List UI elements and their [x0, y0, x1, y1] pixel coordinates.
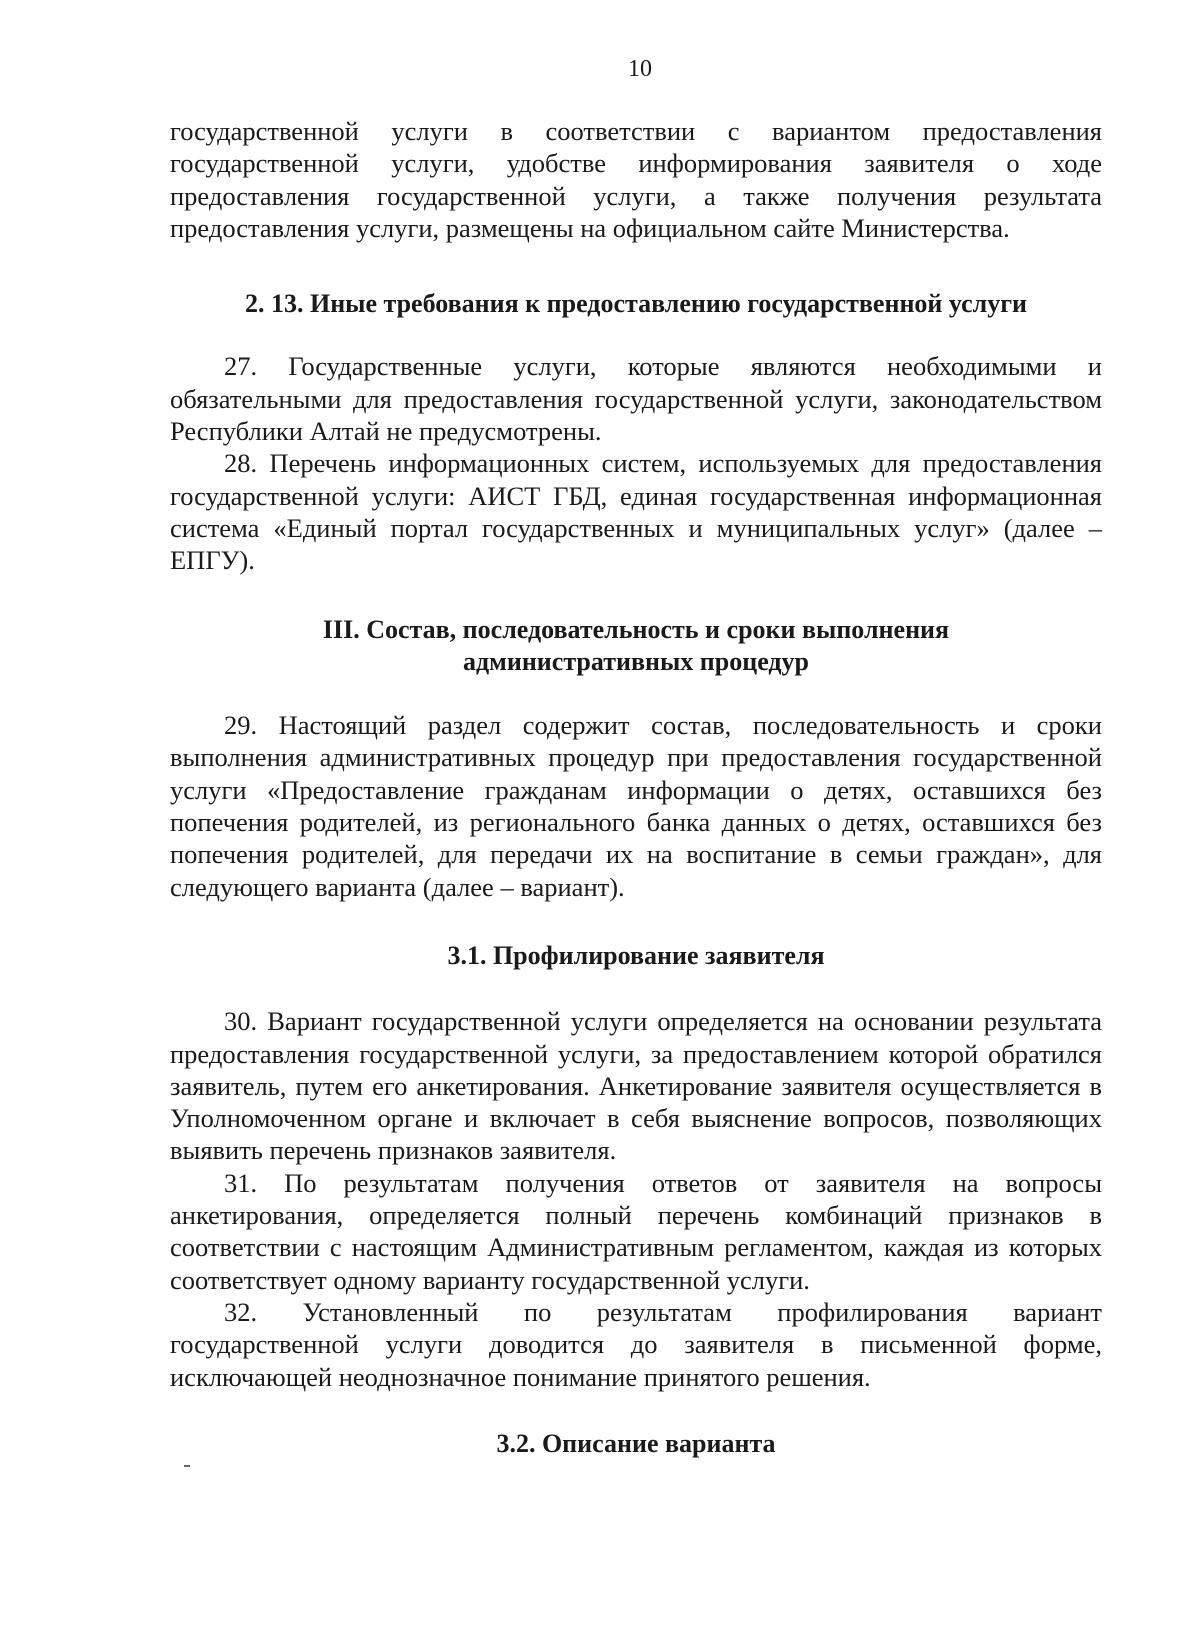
section-heading-3-1: 3.1. Профилирование заявителя	[447, 940, 825, 970]
document-body	[170, 115, 1102, 1460]
intro-paragraph: государственной услуги в соответствии с вариантом предоставления государственной услуги, удобстве информирования заявителя о ходе предоставления государственной услуги, а также получения результата предоставления услуги, размещены на официальном сайте Министерства.	[170, 116, 1102, 243]
scan-mark	[184, 1465, 190, 1467]
section-heading-2-13: 2. 13. Иные требования к предоставлению государственной услуги	[244, 289, 1028, 319]
paragraph-28: 28. Перечень информационных систем, используемых для предоставления государственной услуги: АИСТ ГБД, единая государственная информационная система «Единый портал государственных и муниципальных услуг» (далее – ЕПГУ).	[170, 448, 1102, 576]
section-heading-3-2: 3.2. Описание варианта	[496, 1428, 776, 1458]
paragraph-27: 27. Государственные услуги, которые являются необходимыми и обязательными для предоставления государственной услуги, законодательством Республики Алтай не предусмотрены.	[170, 351, 1102, 447]
section-heading-iii-line1: III. Состав, последовательность и сроки выполнения	[322, 614, 950, 644]
paragraph-31: 31. По результатам получения ответов от заявителя на вопросы анкетирования, определяется полный перечень комбинаций признаков в соответствии с настоящим Административным регламентом, каждая из которых соответствует одному варианту государственной услуги.	[170, 1167, 1102, 1295]
page-number: 10	[628, 56, 652, 82]
section-heading-iii	[170, 614, 1102, 679]
paragraph-32: 32. Установленный по результатам профилирования вариант государственной услуги доводится до заявителя в письменной форме, исключающей неоднозначное понимание принятого решения.	[170, 1296, 1102, 1392]
paragraph-29: 29. Настоящий раздел содержит состав, последовательность и сроки выполнения административных процедур при предоставления государственной услуги «Предоставление гражданам информации о детях, оставшихся без попечения родителей, из регионального банка данных о детях, оставшихся без попечения родителей, для передачи их на воспитание в семьи граждан», для следующего варианта (далее – вариант).	[170, 710, 1102, 902]
paragraph-30: 30. Вариант государственной услуги определяется на основании результата предоставления государственной услуги, за предоставлением которой обратился заявитель, путем его анкетирования. Анкетирование заявителя осуществляется в Уполномоченном органе и включает в себя выяснение вопросов, позволяющих выявить перечень признаков заявителя.	[170, 1006, 1102, 1166]
section-heading-iii-line2: административных процедур	[462, 646, 810, 676]
